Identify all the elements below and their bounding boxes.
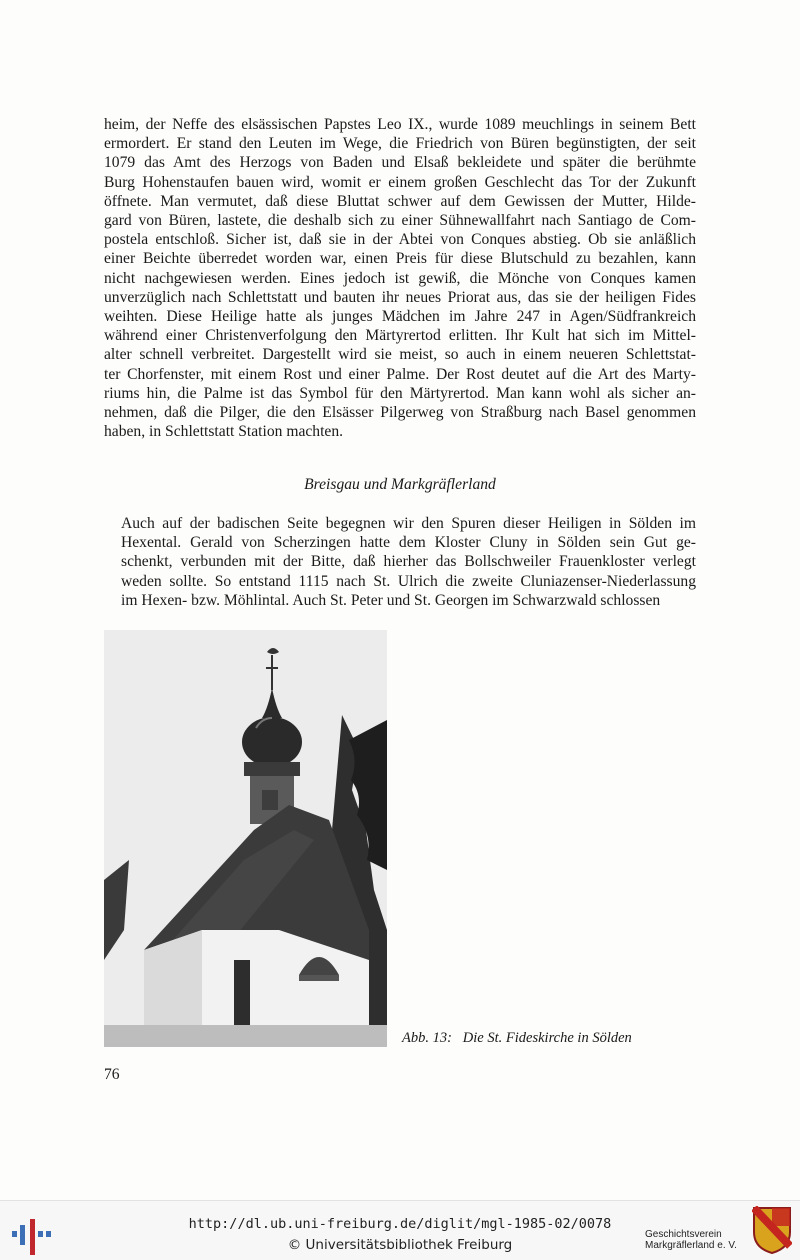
text-line: im Hexen- bzw. Möhlintal. Auch St. Peter und St. Georgen im Schwarzwald schlossen <box>121 591 661 609</box>
society-line-1: Geschichtsverein <box>645 1229 722 1240</box>
text-line: unverzüglich nach Schlettstatt und bauten ihr neues Priorat aus, das sie der heiligen Fides <box>104 288 696 306</box>
coat-of-arms-icon <box>752 1206 792 1254</box>
text-line: einer Beichte überredet worden war, einen Preis für diese Blutschuld zu bezahlen, kann <box>104 250 696 268</box>
church-photo <box>104 630 387 1047</box>
text-line: nehmen, daß die Pilger, die den Elsässer Pilgerweg von Straßburg nach Basel genommen <box>104 404 696 422</box>
text-line: Auch auf der badischen Seite begegnen wir den Spuren dieser Heiligen in Sölden im <box>121 515 696 532</box>
text-line: öffnete. Man vermutet, daß diese Bluttat schwer auf dem Gewissen der Mutter, Hilde- <box>104 192 696 210</box>
text-line: ermordert. Er stand den Leuten im Wege, die Friedrich von Büren begünstigten, der seit <box>104 135 696 153</box>
text-line: weden sollte. So entstand 1115 nach St. Ulrich die zweite Cluniazenser-Niederlassung <box>121 572 696 590</box>
text-line: 1079 das Amt des Herzogs von Baden und Elsaß bekleidete und später die berühmte <box>104 154 696 172</box>
text-line: weihten. Diese Heilige hatte als junges Mädchen im Jahre 247 in Agen/Südfrankreich <box>104 308 696 326</box>
text-line: während einer Christenverfolgung den Märtyrertod erlitten. Ihr Kult hat sich im Mittel- <box>104 327 696 345</box>
document-url-link[interactable]: http://dl.ub.uni-freiburg.de/diglit/mgl-1985-02/0078 <box>188 1216 612 1232</box>
text-line: gard von Büren, lastete, die deshalb sich zu einer Sühnewallfahrt nach Santiago de Com- <box>104 212 696 230</box>
body-paragraph-1 <box>104 115 696 441</box>
page-number: 76 <box>104 1066 120 1083</box>
section-heading: Breisgau und Markgräflerland <box>304 476 496 493</box>
text-line: Burg Hohenstaufen bauen wird, womit er einem großen Geschlecht das Tor der Zukunft <box>104 173 696 191</box>
text-line: schenkt, verbunden mit der Bitte, daß hierher das Bollschweiler Frauenkloster verlegt <box>121 553 696 571</box>
text-line: ter Chorfenster, mit einem Rost und einer Palme. Der Rost deutet auf die Art des Marty- <box>104 365 696 383</box>
copyright-text: © Universitätsbibliothek Freiburg <box>287 1237 513 1253</box>
society-line-2: Markgräflerland e. V. <box>645 1240 737 1251</box>
text-line: alter schnell verbreitet. Dargestellt wird sie meist, so auch in einem neueren Schlettstat- <box>104 346 696 364</box>
text-line: riums hin, die Palme ist das Symbol für den Märtyrertod. Man kann wohl als sicher an- <box>104 384 696 402</box>
text-line: Hexental. Gerald von Scherzingen hatte dem Kloster Cluny in Sölden sein Gut ge- <box>121 534 696 552</box>
body-paragraph-2 <box>104 514 696 610</box>
text-line: postela entschloß. Sicher ist, daß sie in der Abtei von Conques abstieg. Ob sie anläßlich <box>104 231 696 249</box>
society-name <box>645 1229 737 1251</box>
text-line: haben, in Schlettstatt Station machten. <box>104 423 344 441</box>
text-line: nicht nachgewiesen werden. Eines jedoch ist gewiß, die Mönche von Conques kamen <box>104 269 696 287</box>
figure-caption: Abb. 13: Die St. Fideskirche in Sölden <box>402 1030 632 1046</box>
text-line: heim, der Neffe des elsässischen Papstes Leo IX., wurde 1089 meuchlings in seinem Bett <box>104 116 696 133</box>
